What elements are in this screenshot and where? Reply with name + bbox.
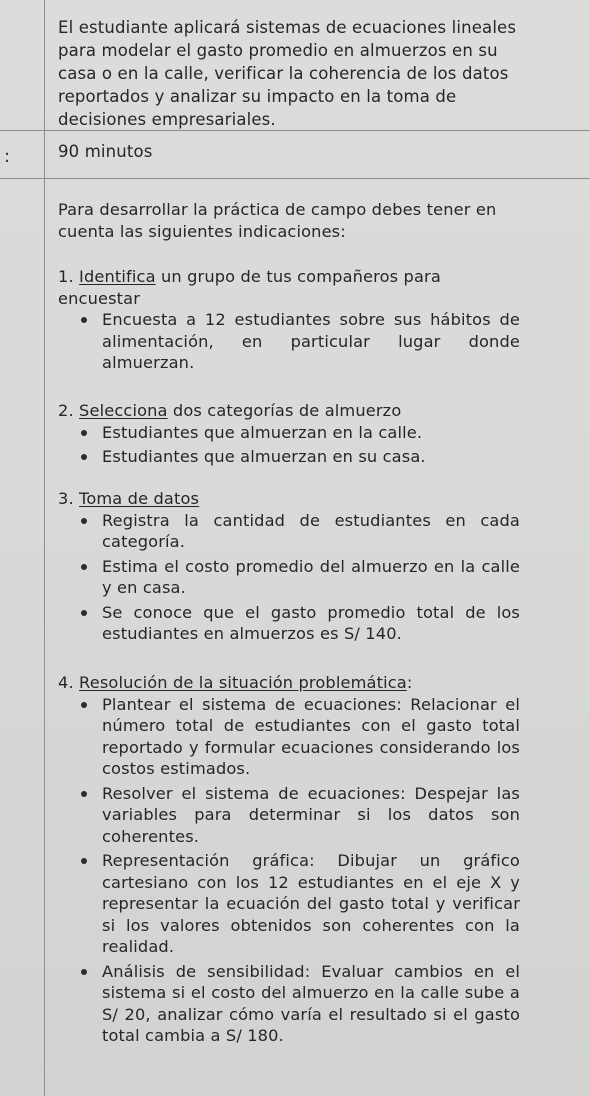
table-row-divider-bottom [0,178,590,179]
section-2-heading [58,400,520,422]
section-1 [58,266,520,377]
list-item: Se conoce que el gasto promedio total de los estudiantes en almuerzos es S/ 140. [102,602,520,643]
section-1-keyword: Identifica [79,267,156,286]
section-2-heading-rest: dos categorías de almuerzo [167,401,402,420]
section-1-heading-rest: un grupo de tus compañeros para encuestar [58,267,441,308]
list-item: Resolver el sistema de ecuaciones: Despejar las variables para determinar si los datos son coherentes. [102,783,520,846]
section-3 [58,488,520,648]
row-marker: : [4,146,11,167]
instructions-lead: Para desarrollar la práctica de campo debes tener en cuenta las siguientes indicaciones: [58,200,497,241]
list-item: Representación gráfica: Dibujar un gráfico cartesiano con los 12 estudiantes en el eje X y representar la ecuación del gasto total y verificar si los valores obtenidos son coherentes con la realidad. [102,851,520,956]
section-3-number: 3. [58,489,74,508]
section-4-bullets [58,694,520,1047]
list-item: Estima el costo promedio del almuerzo en la calle y en casa. [102,556,520,597]
section-1-bullets [58,309,520,374]
section-2 [58,400,520,471]
section-2-number: 2. [58,401,74,420]
list-item: Encuesta a 12 estudiantes sobre sus hábitos de alimentación, en particular lugar donde almuerzan. [102,310,520,372]
section-4 [58,672,520,1050]
section-2-keyword: Selecciona [79,401,168,420]
section-4-keyword: Resolución de la situación problemática [79,673,407,692]
section-3-heading [58,488,520,510]
table-column-divider [44,0,45,1096]
duration-text: 90 minutos [58,142,153,161]
list-item: Análisis de sensibilidad: Evaluar cambios en el sistema si el costo del almuerzo en la calle sube a S/ 20, analizar cómo varía el resultado si el gasto total cambia a S/ 180. [102,961,520,1045]
section-4-heading-rest: : [406,673,413,692]
section-3-bullets [58,510,520,645]
section-1-number: 1. [58,267,74,286]
objective-text: El estudiante aplicará sistemas de ecuaciones lineales para modelar el gasto promedio en almuerzos en su casa o en la calle, verificar la coherencia de los datos reportados y analizar su impacto en la toma de decisiones empresariales. [58,18,517,129]
section-1-heading [58,266,520,309]
list-item: Registra la cantidad de estudiantes en cada categoría. [102,510,520,551]
list-item: Plantear el sistema de ecuaciones: Relacionar el número total de estudiantes con el gasto total reportado y formular ecuaciones considerando los costos estimados. [102,694,520,778]
section-2-bullets [58,422,520,468]
section-3-keyword: Toma de datos [79,489,200,508]
list-item: Estudiantes que almuerzan en la calle. [102,422,520,444]
section-4-heading [58,672,520,694]
list-item: Estudiantes que almuerzan en su casa. [102,446,520,468]
section-4-number: 4. [58,673,74,692]
